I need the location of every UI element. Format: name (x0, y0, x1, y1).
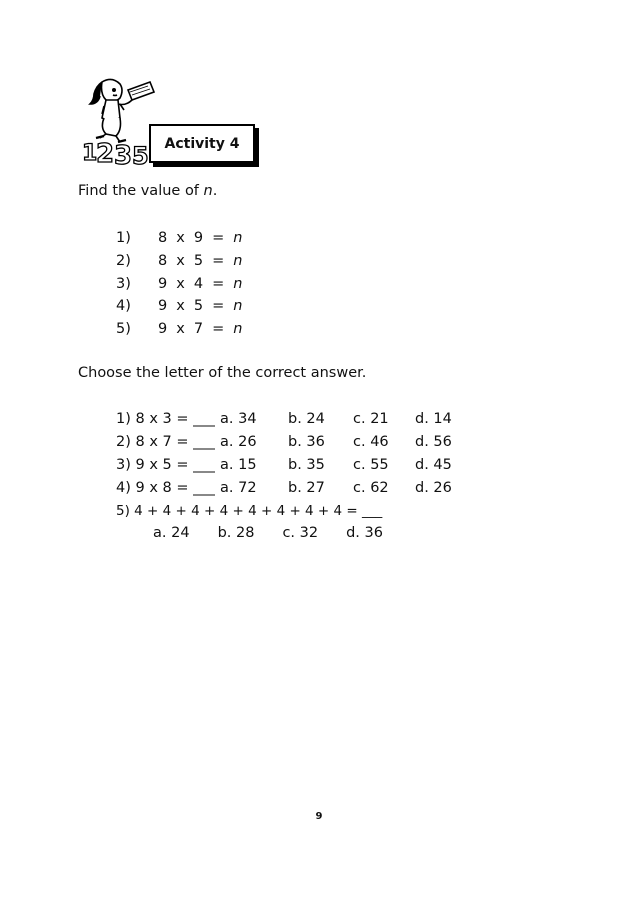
svg-text:1: 1 (82, 141, 98, 166)
answer-option-a: a. 15 (220, 457, 257, 473)
answer-option-b: b. 24 (288, 411, 325, 427)
answer-option-d: d. 26 (415, 480, 452, 496)
equation-row (116, 253, 251, 269)
question-5-option-b: b. 28 (217, 525, 255, 541)
answer-option-a: a. 34 (220, 411, 257, 427)
equation-number: 2) (116, 253, 131, 269)
answer-option-c: c. 55 (353, 457, 389, 473)
equation-row (116, 276, 251, 292)
question-5-options (153, 525, 411, 541)
equation-operator: x (176, 230, 185, 246)
answer-option-c: c. 62 (353, 480, 389, 496)
equation-operand: 8 (158, 230, 168, 246)
question-5: 5) 4 + 4 + 4 + 4 + 4 + 4 + 4 + 4 = ___ (116, 503, 383, 519)
question-5-option-d: d. 36 (346, 525, 383, 541)
answer-option-b: b. 35 (288, 457, 325, 473)
equation-operand: 4 (193, 276, 204, 292)
equation-row (116, 298, 251, 314)
answer-option-c: c. 46 (353, 434, 389, 450)
answer-option-b: b. 36 (288, 434, 325, 450)
svg-text:5: 5 (132, 142, 149, 168)
equation-equals: = (212, 276, 225, 292)
equation-equals: = (212, 253, 225, 269)
page-number: 9 (315, 811, 323, 822)
equation-variable: n (233, 298, 243, 314)
equation-variable: n (233, 276, 243, 292)
equation-equals: = (212, 321, 225, 337)
answer-option-d: d. 45 (415, 457, 452, 473)
equation-operand: 9 (193, 230, 204, 246)
question-text: 2) 8 x 7 = ___ (116, 434, 215, 450)
equation-operand: 8 (158, 253, 168, 269)
question-5-option-c: c. 32 (282, 525, 319, 541)
activity-title: Activity 4 (164, 135, 240, 152)
equation-equals: = (212, 298, 225, 314)
equation-operator: x (176, 276, 185, 292)
svg-text:2: 2 (96, 139, 115, 168)
equation-operand: 9 (158, 298, 168, 314)
svg-text:3: 3 (114, 141, 133, 168)
choose-letter-instruction: Choose the letter of the correct answer. (78, 365, 367, 381)
equation-number: 3) (116, 276, 131, 292)
answer-option-d: d. 14 (415, 411, 452, 427)
equation-variable: n (233, 230, 243, 246)
equation-operand: 9 (158, 276, 168, 292)
question-5-option-a: a. 24 (153, 525, 190, 541)
equation-number: 1) (116, 230, 131, 246)
find-value-instruction: Find the value of n. (78, 183, 218, 199)
equation-row (116, 230, 251, 246)
equation-row (116, 321, 251, 337)
answer-option-a: a. 26 (220, 434, 257, 450)
equation-number: 4) (116, 298, 131, 314)
equation-operand: 5 (193, 253, 204, 269)
equation-operand: 5 (193, 298, 204, 314)
equation-equals: = (212, 230, 225, 246)
instruction-variable: n (203, 183, 213, 199)
answer-option-a: a. 72 (220, 480, 257, 496)
answer-option-d: d. 56 (415, 434, 452, 450)
equation-operator: x (176, 253, 185, 269)
equation-variable: n (233, 253, 243, 269)
answer-option-c: c. 21 (353, 411, 389, 427)
equation-operand: 9 (158, 321, 168, 337)
question-text: 1) 8 x 3 = ___ (116, 411, 215, 427)
equation-number: 5) (116, 321, 131, 337)
question-text: 3) 9 x 5 = ___ (116, 457, 215, 473)
answer-option-b: b. 27 (288, 480, 325, 496)
question-text: 4) 9 x 8 = ___ (116, 480, 215, 496)
equation-operator: x (176, 298, 185, 314)
equation-operator: x (176, 321, 185, 337)
equation-variable: n (233, 321, 243, 337)
equation-operand: 7 (193, 321, 204, 337)
activity-title-box (149, 124, 255, 163)
